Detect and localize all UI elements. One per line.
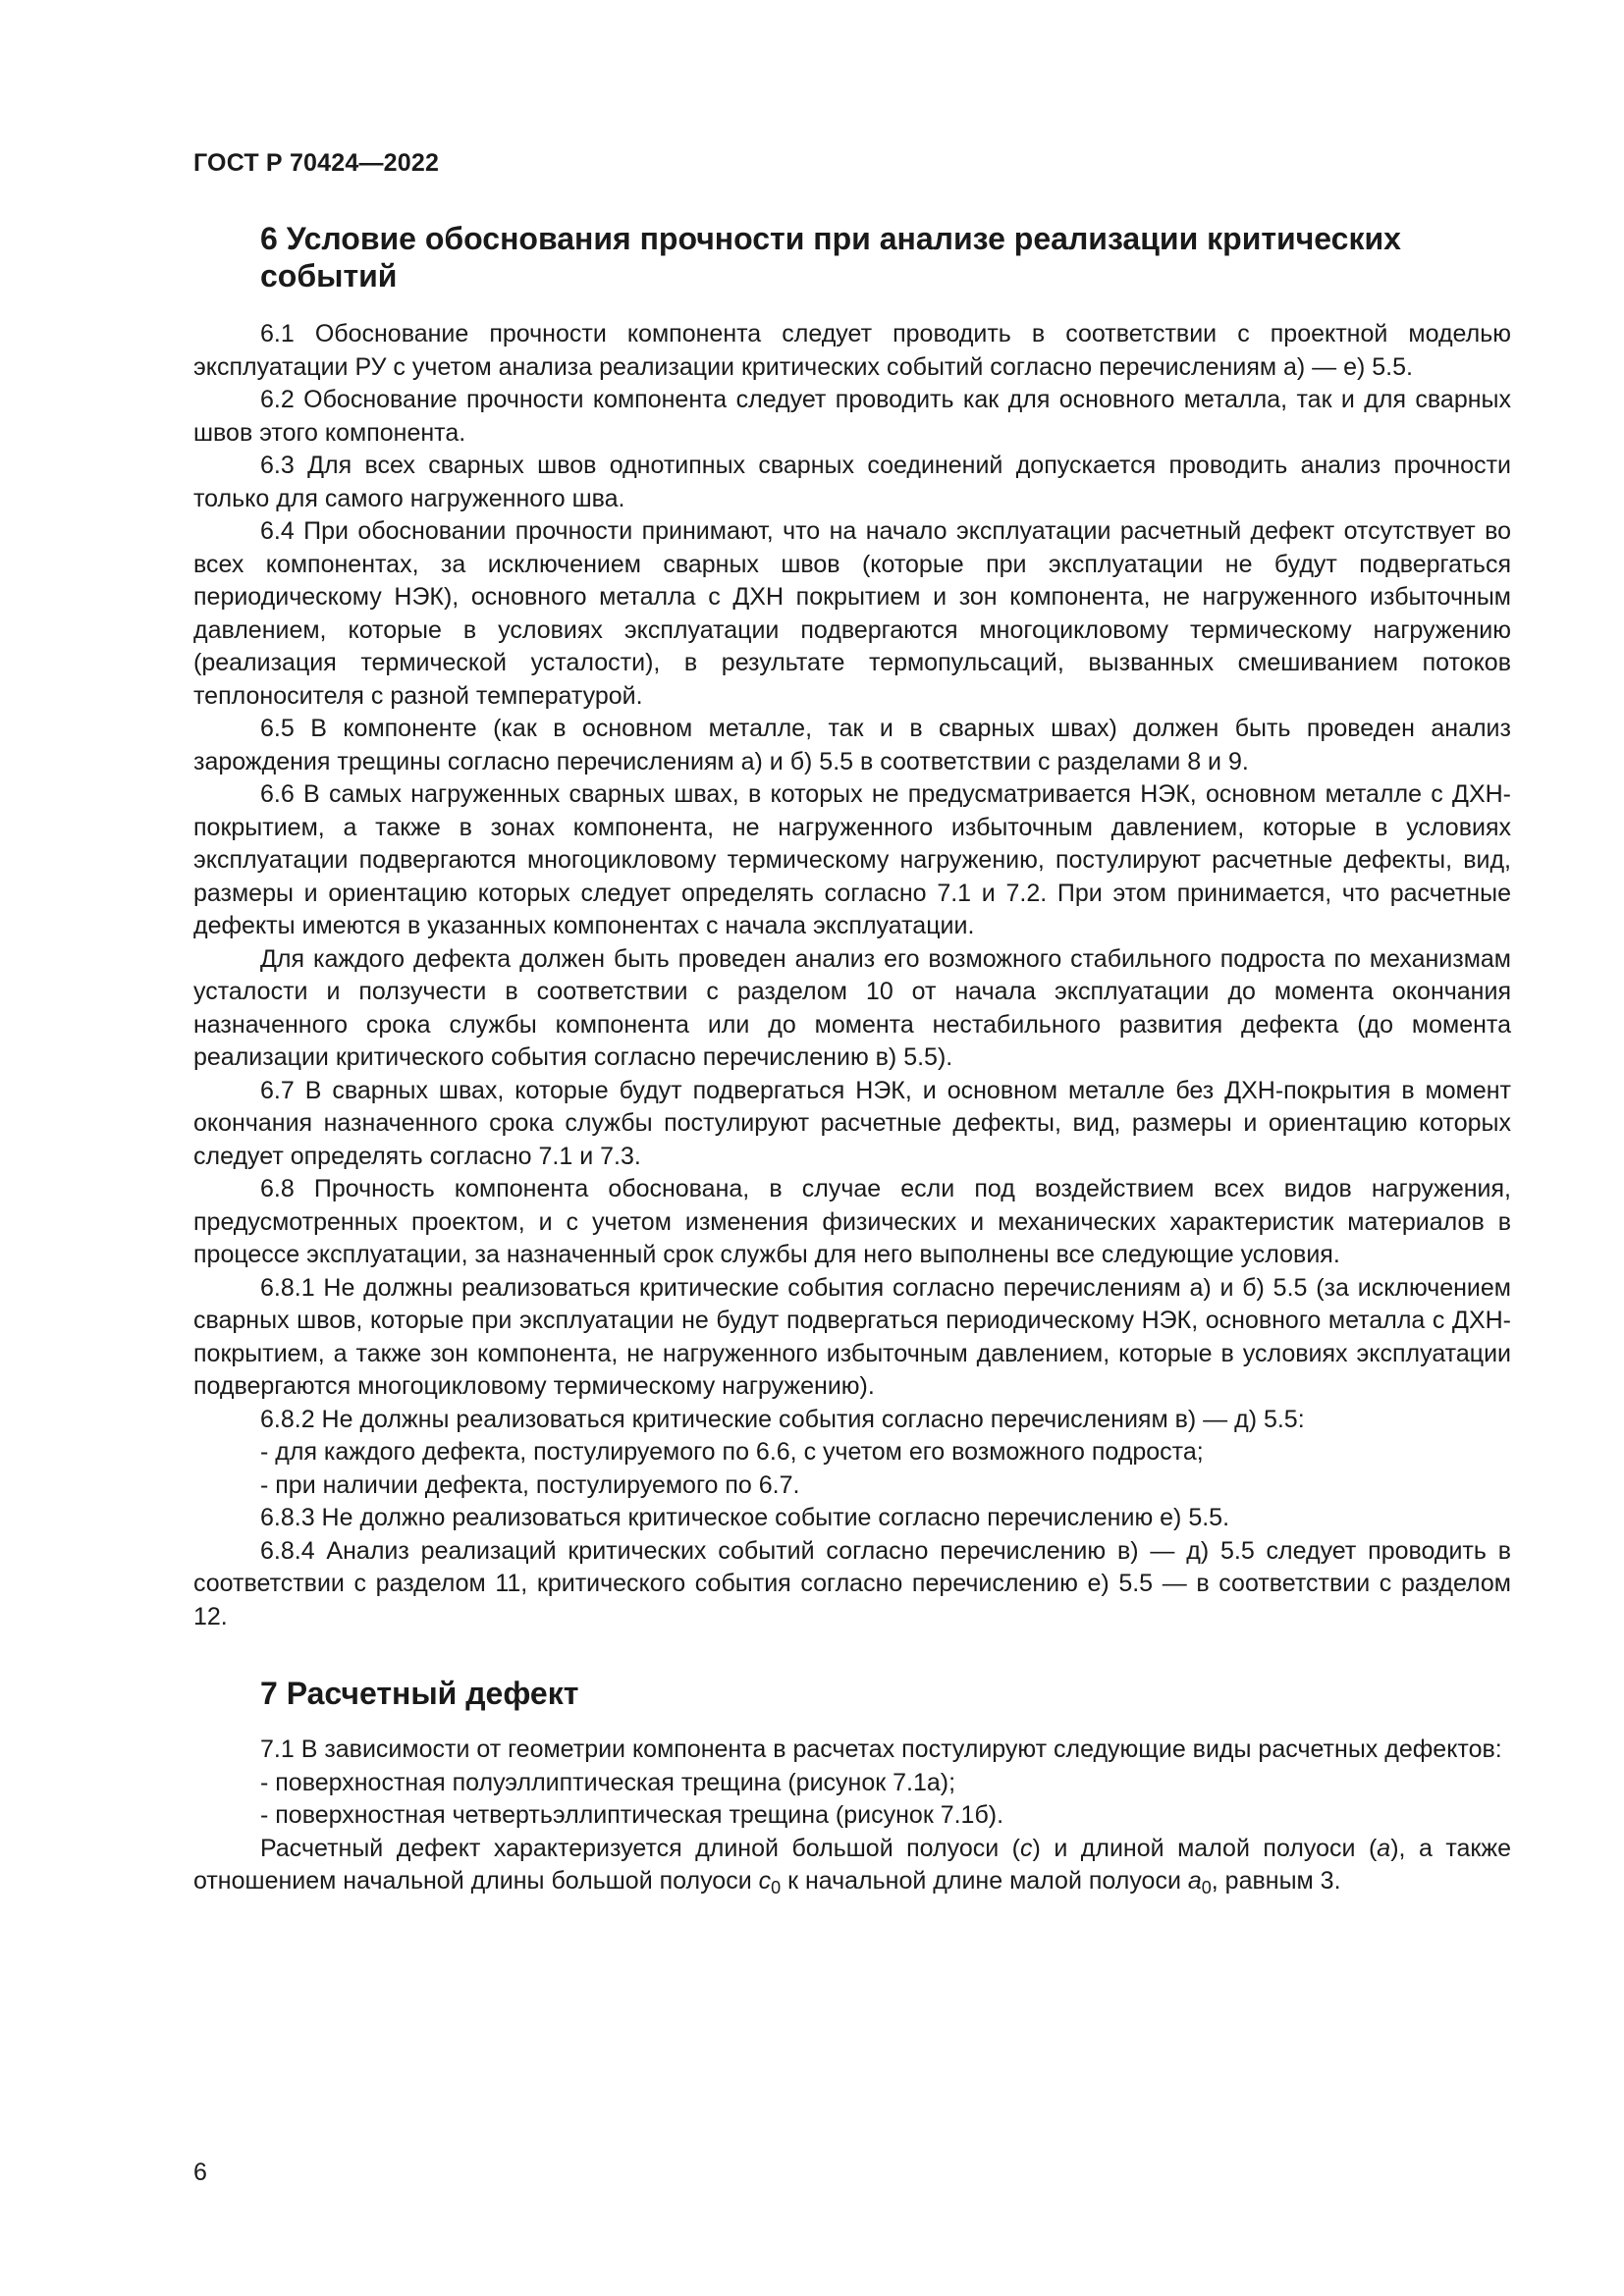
subscript-0: 0 [1201,1878,1212,1897]
symbol-c: с [1020,1834,1033,1862]
paragraph-6-8-3: 6.8.3 Не должно реализоваться критическое событие согласно перечислению е) 5.5. [260,1504,1230,1531]
paragraph-6-5: 6.5 В компоненте (как в основном металле, так и в сварных швах) должен быть проведен анализ зарождения трещины согласно перечислениям а) и б) 5.5 в соответствии с разделами 8 и 9. [193,715,1511,775]
text-run: , равным 3. [1211,1867,1341,1895]
text-run: ) и длиной малой полуоси ( [1032,1834,1378,1862]
paragraph-6-8-1: 6.8.1 Не должны реализоваться критические события согласно перечислениям а) и б) 5.5 (за исключением сварных швов, которые при эксплуатации не будут подвергаться периодическому НЭК, основного металла с ДХН-покрытием, а также зон компонента, не нагруженного избыточным давлением, которые в условиях эксплуатации подвергаются многоцикловому термическому нагружению). [193,1273,1511,1400]
paragraph-6-4: 6.4 При обосновании прочности принимают, что на начало эксплуатации расчетный дефект отсутствует во всех компонентах, за исключением сварных швов (которые при эксплуатации не будут подвергаться периодическому НЭК), основного металла с ДХН покрытием и зон компонента, не нагруженного избыточным давлением, которые в условиях эксплуатации подвергаются многоцикловому термическому нагружению (реализация термической усталости), в результате термопульсаций, вызванных смешиванием потоков теплоносителя с разной температурой. [193,517,1511,710]
paragraph-6-6-cont: Для каждого дефекта должен быть проведен анализ его возможного стабильного подроста по механизмам усталости и ползучести в соответствии с разделом 10 от начала эксплуатации до момента окончания назначенного срока службы компонента или до момента нестабильного развития дефекта (до момента реализации критического события согласно перечислению в) 5.5). [193,944,1511,1071]
paragraph-6-7: 6.7 В сварных швах, которые будут подвергаться НЭК, и основном металле без ДХН-покрытия в момент окончания назначенного срока службы постулируют расчетные дефекты, вид, размеры и ориентацию которых следует определять согласно 7.1 и 7.3. [193,1076,1511,1170]
paragraph-6-8-2: 6.8.2 Не должны реализоваться критические события согласно перечислениям в) — д) 5.5: [260,1405,1305,1433]
paragraph-6-1: 6.1 Обоснование прочности компонента следует проводить в соответствии с проектной моделью эксплуатации РУ с учетом анализа реализации критических событий согласно перечислениям а) — е) 5.5. [193,320,1511,381]
paragraph-defect-characterization [193,1833,1511,1898]
symbol-c0: с [758,1867,772,1895]
text-run: к начальной длине малой полуоси [781,1867,1188,1895]
paragraph-6-6: 6.6 В самых нагруженных сварных швах, в которых не предусматривается НЭК, основном металле с ДХН-покрытием, а также в зонах компонента, не нагруженного избыточным давлением, которые в условиях эксплуатации подвергаются многоцикловому термическому нагружению, постулируют расчетные дефекты, вид, размеры и ориентацию которых следует определять согласно 7.1 и 7.2. При этом принимается, что расчетные дефекты имеются в указанных компонентах с начала эксплуатации. [193,780,1511,939]
symbol-a0: а [1187,1867,1202,1895]
section-6-heading: 6 Условие обоснования прочности при анализе реализации критических событий [260,221,1401,294]
paragraph-7-1: 7.1 В зависимости от геометрии компонента в расчетах постулируют следующие виды расчетных дефектов: [260,1735,1502,1763]
list-item: - при наличии дефекта, постулируемого по 6.7. [260,1470,800,1499]
paragraph-6-3: 6.3 Для всех сварных швов однотипных сварных соединений допускается проводить анализ прочности только для самого нагруженного шва. [193,452,1511,512]
paragraph-6-8: 6.8 Прочность компонента обоснована, в случае если под воздействием всех видов нагружения, предусмотренных проектом, и с учетом изменения физических и механических характеристик материалов в процессе эксплуатации, за назначенный срок службы для него выполнены все следующие условия. [193,1175,1511,1268]
page-number: 6 [193,2159,207,2186]
document-header: ГОСТ Р 70424—2022 [193,149,440,177]
paragraph-6-2: 6.2 Обоснование прочности компонента следует проводить как для основного металла, так и для сварных швов этого компонента. [193,386,1511,447]
subscript-0: 0 [771,1878,782,1897]
symbol-a: а [1377,1834,1391,1862]
text-run: Расчетный дефект характеризуется длиной большой полуоси ( [260,1834,1021,1862]
paragraph-6-8-4: 6.8.4 Анализ реализаций критических событий согласно перечислению в) — д) 5.5 следует проводить в соответствии с разделом 11, критического события согласно перечислению е) 5.5 — в соответствии с разделом 12. [193,1536,1511,1630]
text-run: ), а также отношением начальной длины большой полуоси [193,1834,1511,1895]
list-item: - поверхностная полуэллиптическая трещина (рисунок 7.1а); [260,1768,956,1796]
list-item: - для каждого дефекта, постулируемого по 6.6, с учетом его возможного подроста; [260,1438,1204,1466]
page-content [193,220,1511,1898]
list-item: - поверхностная четвертьэллиптическая трещина (рисунок 7.1б). [260,1801,1004,1829]
section-7-heading: 7 Расчетный дефект [260,1676,579,1711]
